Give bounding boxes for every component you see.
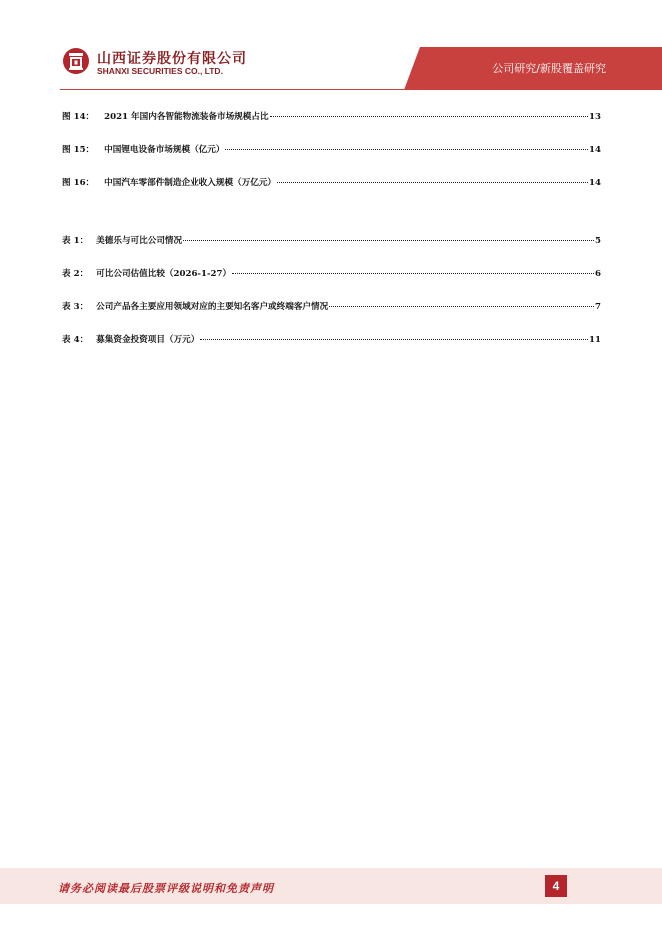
dot-leader [225, 148, 588, 150]
company-name-cn: 山西证券股份有限公司 [97, 51, 247, 67]
toc-entry-page: 5 [595, 236, 601, 246]
toc-entry-figure-15[interactable] [62, 143, 601, 157]
toc-entry-title: 2021 年国内各智能物流装备市场规模占比 [104, 112, 269, 122]
toc-entry-title: 可比公司估值比较（2026-1-27） [96, 269, 232, 279]
dot-leader [329, 305, 594, 307]
company-logo-icon [62, 47, 90, 75]
header-red-band [0, 0, 662, 90]
dot-leader [183, 239, 594, 241]
toc-entry-title: 公司产品各主要应用领域对应的主要知名客户或终端客户情况 [96, 302, 329, 312]
toc-entry-title: 美德乐与可比公司情况 [96, 236, 183, 246]
toc-entry-title: 募集资金投资项目（万元） [96, 335, 200, 345]
dot-leader [232, 272, 594, 274]
toc-entry-title: 中国汽车零部件制造企业收入规模（万亿元） [104, 178, 277, 188]
toc-entry-table-2[interactable] [62, 267, 601, 281]
toc-entry-number: 图 14： [62, 112, 95, 122]
toc-entry-table-1[interactable] [62, 234, 601, 248]
toc-entry-number: 图 15： [62, 145, 95, 155]
toc-entry-number: 表 1： [62, 236, 89, 246]
toc-entry-number: 图 16： [62, 178, 95, 188]
dot-leader [277, 181, 588, 183]
report-category: 公司研究/新股覆盖研究 [492, 62, 606, 75]
toc-entry-number: 表 2： [62, 269, 89, 279]
page-header [0, 0, 662, 90]
toc-entry-page: 14 [589, 145, 601, 155]
toc-entry-table-4[interactable] [62, 333, 601, 347]
page-footer [0, 868, 662, 904]
toc-entry-number: 表 4： [62, 335, 89, 345]
company-name-en: SHANXI SECURITIES CO., LTD. [97, 66, 223, 76]
toc-entry-figure-16[interactable] [62, 176, 601, 190]
toc-entry-title: 中国锂电设备市场规模（亿元） [104, 145, 225, 155]
toc-entry-page: 7 [595, 302, 601, 312]
disclaimer-notice: 请务必阅读最后股票评级说明和免责声明 [58, 882, 274, 895]
toc-entry-table-3[interactable] [62, 300, 601, 314]
toc-entry-page: 11 [589, 335, 601, 345]
page-number: 4 [545, 875, 567, 897]
toc-entry-number: 表 3： [62, 302, 89, 312]
dot-leader [200, 338, 588, 340]
toc-entry-figure-14[interactable] [62, 110, 601, 124]
toc-entry-page: 6 [595, 269, 601, 279]
toc-entry-page: 14 [589, 178, 601, 188]
toc-entry-page: 13 [589, 112, 601, 122]
dot-leader [270, 115, 588, 117]
